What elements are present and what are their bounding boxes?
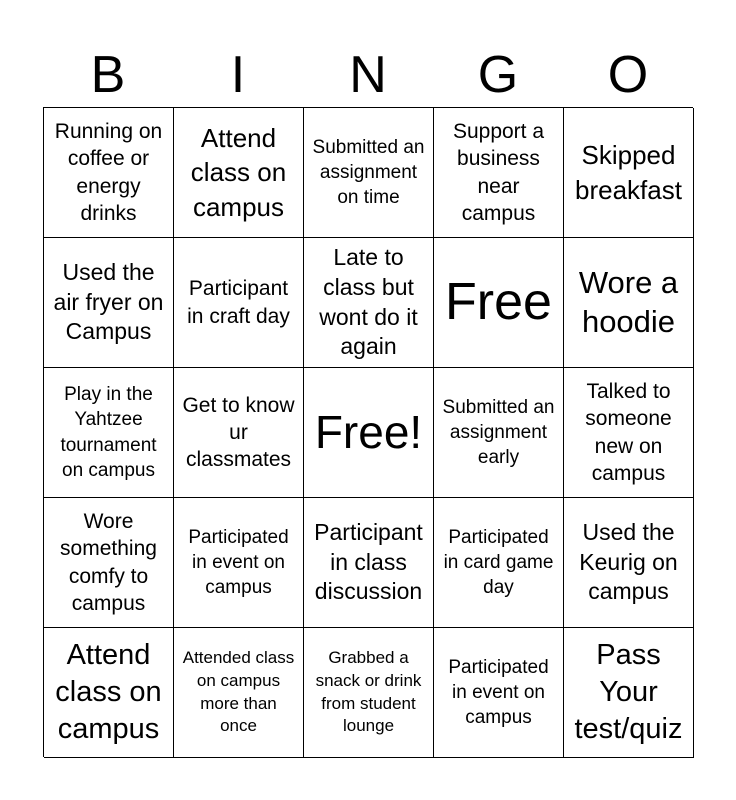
header-letter-g: G [477, 46, 519, 104]
bingo-cell-2-1[interactable]: Used the air fryer on Campus [44, 238, 174, 368]
bingo-cell-5-2[interactable]: Attended class on campus more than once [174, 628, 304, 758]
bingo-cell-2-4-free[interactable]: Free [434, 238, 564, 368]
bingo-cell-3-5[interactable]: Talked to someone new on campus [564, 368, 694, 498]
bingo-cell-5-3[interactable]: Grabbed a snack or drink from student lounge [304, 628, 434, 758]
bingo-cell-5-1[interactable]: Attend class on campus [44, 628, 174, 758]
bingo-grid [43, 107, 693, 757]
bingo-cell-4-4[interactable]: Participated in card game day [434, 498, 564, 628]
header-letter-i: I [230, 46, 246, 104]
bingo-cell-2-5[interactable]: Wore a hoodie [564, 238, 694, 368]
bingo-cell-3-4[interactable]: Submitted an assignment early [434, 368, 564, 498]
bingo-cell-2-2[interactable]: Participant in craft day [174, 238, 304, 368]
header-letter-o: O [607, 46, 649, 104]
header-letter-n: N [349, 46, 387, 104]
bingo-cell-4-5[interactable]: Used the Keurig on campus [564, 498, 694, 628]
bingo-cell-1-2[interactable]: Attend class on campus [174, 108, 304, 238]
bingo-cell-2-3[interactable]: Late to class but wont do it again [304, 238, 434, 368]
bingo-cell-5-5[interactable]: Pass Your test/quiz [564, 628, 694, 758]
bingo-cell-4-1[interactable]: Wore something comfy to campus [44, 498, 174, 628]
bingo-cell-1-1[interactable]: Running on coffee or energy drinks [44, 108, 174, 238]
bingo-cell-3-2[interactable]: Get to know ur classmates [174, 368, 304, 498]
header-letter-b: B [90, 46, 126, 104]
bingo-cell-4-2[interactable]: Participated in event on campus [174, 498, 304, 628]
bingo-cell-3-1[interactable]: Play in the Yahtzee tournament on campus [44, 368, 174, 498]
bingo-header [43, 44, 693, 106]
bingo-cell-3-3-free[interactable]: Free! [304, 368, 434, 498]
bingo-cell-1-3[interactable]: Submitted an assignment on time [304, 108, 434, 238]
bingo-cell-5-4[interactable]: Participated in event on campus [434, 628, 564, 758]
bingo-cell-4-3[interactable]: Participant in class discussion [304, 498, 434, 628]
bingo-cell-1-5[interactable]: Skipped breakfast [564, 108, 694, 238]
bingo-cell-1-4[interactable]: Support a business near campus [434, 108, 564, 238]
